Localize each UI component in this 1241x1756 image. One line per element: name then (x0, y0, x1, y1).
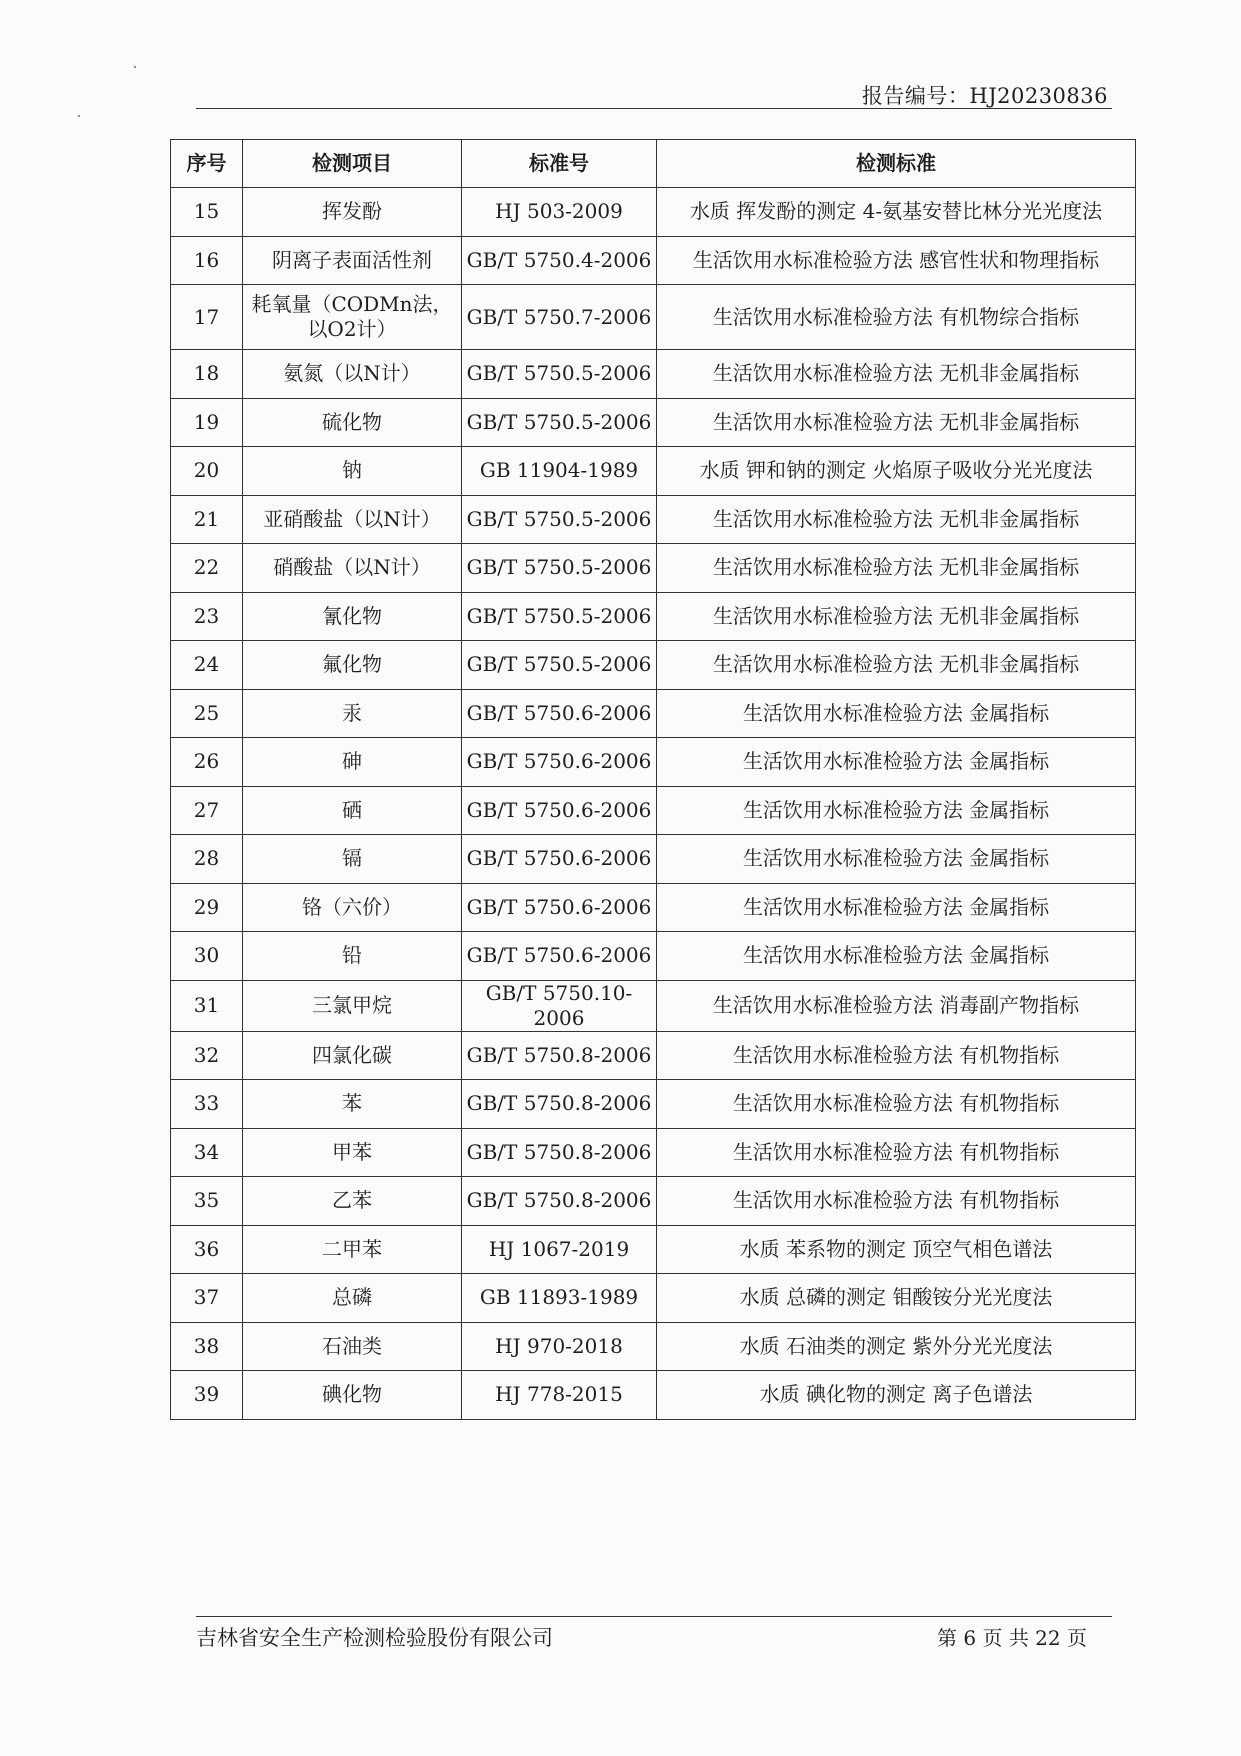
table-row (171, 1031, 1136, 1080)
table-row (171, 1371, 1136, 1420)
cell-standard: 生活饮用水标准检验方法 金属指标 (657, 738, 1136, 787)
table-row (171, 980, 1136, 1031)
cell-no: 36 (171, 1225, 243, 1274)
cell-standard: 生活饮用水标准检验方法 无机非金属指标 (657, 592, 1136, 641)
table-row (171, 883, 1136, 932)
cell-std-no: GB/T 5750.6-2006 (462, 883, 657, 932)
cell-no: 38 (171, 1322, 243, 1371)
cell-no: 29 (171, 883, 243, 932)
table-row (171, 641, 1136, 690)
scan-speck (134, 66, 136, 68)
cell-standard: 生活饮用水标准检验方法 金属指标 (657, 883, 1136, 932)
table-row (171, 1274, 1136, 1323)
cell-item: 铅 (243, 932, 462, 981)
cell-no: 31 (171, 980, 243, 1031)
table-row (171, 398, 1136, 447)
cell-std-no: GB/T 5750.4-2006 (462, 236, 657, 285)
table-row (171, 1128, 1136, 1177)
cell-std-no: GB/T 5750.10-2006 (462, 980, 657, 1031)
page-number: 第 6 页 共 22 页 (937, 1626, 1087, 1650)
cell-standard: 水质 挥发酚的测定 4-氨基安替比林分光光度法 (657, 188, 1136, 237)
cell-no: 27 (171, 786, 243, 835)
cell-std-no: GB/T 5750.5-2006 (462, 592, 657, 641)
cell-item: 碘化物 (243, 1371, 462, 1420)
cell-item: 镉 (243, 835, 462, 884)
scan-speck (78, 115, 80, 117)
cell-standard: 生活饮用水标准检验方法 感官性状和物理指标 (657, 236, 1136, 285)
cell-item: 阴离子表面活性剂 (243, 236, 462, 285)
cell-standard: 水质 苯系物的测定 顶空气相色谱法 (657, 1225, 1136, 1274)
cell-item: 氟化物 (243, 641, 462, 690)
table-row (171, 932, 1136, 981)
cell-std-no: GB/T 5750.5-2006 (462, 495, 657, 544)
table-row (171, 786, 1136, 835)
cell-standard: 水质 钾和钠的测定 火焰原子吸收分光光度法 (657, 447, 1136, 496)
cell-no: 17 (171, 285, 243, 350)
header-rule (196, 108, 1112, 109)
cell-item: 氰化物 (243, 592, 462, 641)
cell-standard: 水质 总磷的测定 钼酸铵分光光度法 (657, 1274, 1136, 1323)
cell-no: 19 (171, 398, 243, 447)
table-row (171, 738, 1136, 787)
test-standards-table (170, 139, 1136, 1420)
cell-no: 26 (171, 738, 243, 787)
table-row (171, 188, 1136, 237)
cell-std-no: HJ 1067-2019 (462, 1225, 657, 1274)
col-header-no: 序号 (171, 140, 243, 188)
cell-std-no: GB/T 5750.5-2006 (462, 641, 657, 690)
cell-std-no: GB/T 5750.7-2006 (462, 285, 657, 350)
cell-item: 钠 (243, 447, 462, 496)
cell-item: 硝酸盐（以N计） (243, 544, 462, 593)
cell-std-no: GB/T 5750.5-2006 (462, 398, 657, 447)
table-row (171, 689, 1136, 738)
cell-no: 30 (171, 932, 243, 981)
cell-item: 氨氮（以N计） (243, 350, 462, 399)
cell-no: 34 (171, 1128, 243, 1177)
table-row (171, 592, 1136, 641)
table-row (171, 447, 1136, 496)
col-header-std-no: 标准号 (462, 140, 657, 188)
table-header-row (171, 140, 1136, 188)
table-row (171, 835, 1136, 884)
cell-item: 铬（六价） (243, 883, 462, 932)
cell-no: 16 (171, 236, 243, 285)
cell-item: 石油类 (243, 1322, 462, 1371)
cell-item: 汞 (243, 689, 462, 738)
cell-standard: 生活饮用水标准检验方法 无机非金属指标 (657, 398, 1136, 447)
cell-standard: 生活饮用水标准检验方法 无机非金属指标 (657, 544, 1136, 593)
cell-standard: 生活饮用水标准检验方法 金属指标 (657, 835, 1136, 884)
cell-std-no: GB/T 5750.6-2006 (462, 689, 657, 738)
cell-no: 20 (171, 447, 243, 496)
cell-item: 亚硝酸盐（以N计） (243, 495, 462, 544)
cell-std-no: GB 11904-1989 (462, 447, 657, 496)
cell-no: 33 (171, 1080, 243, 1129)
cell-item: 四氯化碳 (243, 1031, 462, 1080)
cell-item: 二甲苯 (243, 1225, 462, 1274)
cell-item: 三氯甲烷 (243, 980, 462, 1031)
table-row (171, 236, 1136, 285)
cell-no: 18 (171, 350, 243, 399)
footer-rule (196, 1616, 1112, 1617)
cell-std-no: HJ 778-2015 (462, 1371, 657, 1420)
cell-no: 39 (171, 1371, 243, 1420)
cell-std-no: GB/T 5750.8-2006 (462, 1031, 657, 1080)
col-header-item: 检测项目 (243, 140, 462, 188)
table-row (171, 495, 1136, 544)
cell-std-no: GB/T 5750.5-2006 (462, 350, 657, 399)
table-row (171, 285, 1136, 350)
cell-std-no: GB/T 5750.5-2006 (462, 544, 657, 593)
cell-item: 硫化物 (243, 398, 462, 447)
cell-item: 挥发酚 (243, 188, 462, 237)
cell-item: 苯 (243, 1080, 462, 1129)
cell-no: 32 (171, 1031, 243, 1080)
cell-no: 28 (171, 835, 243, 884)
cell-no: 35 (171, 1177, 243, 1226)
cell-item: 硒 (243, 786, 462, 835)
col-header-standard: 检测标准 (657, 140, 1136, 188)
table-row (171, 544, 1136, 593)
cell-std-no: GB/T 5750.6-2006 (462, 738, 657, 787)
cell-standard: 生活饮用水标准检验方法 有机物指标 (657, 1031, 1136, 1080)
cell-std-no: GB/T 5750.6-2006 (462, 786, 657, 835)
cell-std-no: GB/T 5750.8-2006 (462, 1080, 657, 1129)
cell-item: 乙苯 (243, 1177, 462, 1226)
table-row (171, 350, 1136, 399)
cell-item: 总磷 (243, 1274, 462, 1323)
cell-no: 24 (171, 641, 243, 690)
cell-no: 25 (171, 689, 243, 738)
table-row (171, 1322, 1136, 1371)
cell-std-no: GB/T 5750.8-2006 (462, 1128, 657, 1177)
cell-std-no: GB/T 5750.6-2006 (462, 835, 657, 884)
cell-standard: 生活饮用水标准检验方法 金属指标 (657, 689, 1136, 738)
cell-std-no: GB 11893-1989 (462, 1274, 657, 1323)
cell-standard: 生活饮用水标准检验方法 无机非金属指标 (657, 350, 1136, 399)
cell-standard: 生活饮用水标准检验方法 有机物指标 (657, 1128, 1136, 1177)
cell-standard: 生活饮用水标准检验方法 消毒副产物指标 (657, 980, 1136, 1031)
cell-standard: 水质 石油类的测定 紫外分光光度法 (657, 1322, 1136, 1371)
cell-std-no: GB/T 5750.8-2006 (462, 1177, 657, 1226)
cell-standard: 生活饮用水标准检验方法 有机物指标 (657, 1177, 1136, 1226)
cell-standard: 生活饮用水标准检验方法 无机非金属指标 (657, 641, 1136, 690)
report-number: 报告编号：HJ20230836 (861, 84, 1108, 108)
cell-item: 砷 (243, 738, 462, 787)
cell-standard: 生活饮用水标准检验方法 有机物综合指标 (657, 285, 1136, 350)
cell-no: 37 (171, 1274, 243, 1323)
cell-standard: 生活饮用水标准检验方法 无机非金属指标 (657, 495, 1136, 544)
table-row (171, 1225, 1136, 1274)
cell-std-no: GB/T 5750.6-2006 (462, 932, 657, 981)
cell-standard: 生活饮用水标准检验方法 金属指标 (657, 932, 1136, 981)
cell-standard: 水质 碘化物的测定 离子色谱法 (657, 1371, 1136, 1420)
cell-standard: 生活饮用水标准检验方法 金属指标 (657, 786, 1136, 835)
company-name: 吉林省安全生产检测检验股份有限公司 (196, 1626, 553, 1650)
table-row (171, 1177, 1136, 1226)
cell-no: 15 (171, 188, 243, 237)
cell-item: 耗氧量（CODMn法，以O2计） (243, 285, 462, 350)
cell-no: 21 (171, 495, 243, 544)
cell-std-no: HJ 503-2009 (462, 188, 657, 237)
cell-standard: 生活饮用水标准检验方法 有机物指标 (657, 1080, 1136, 1129)
cell-item: 甲苯 (243, 1128, 462, 1177)
cell-std-no: HJ 970-2018 (462, 1322, 657, 1371)
table-row (171, 1080, 1136, 1129)
cell-no: 23 (171, 592, 243, 641)
cell-no: 22 (171, 544, 243, 593)
